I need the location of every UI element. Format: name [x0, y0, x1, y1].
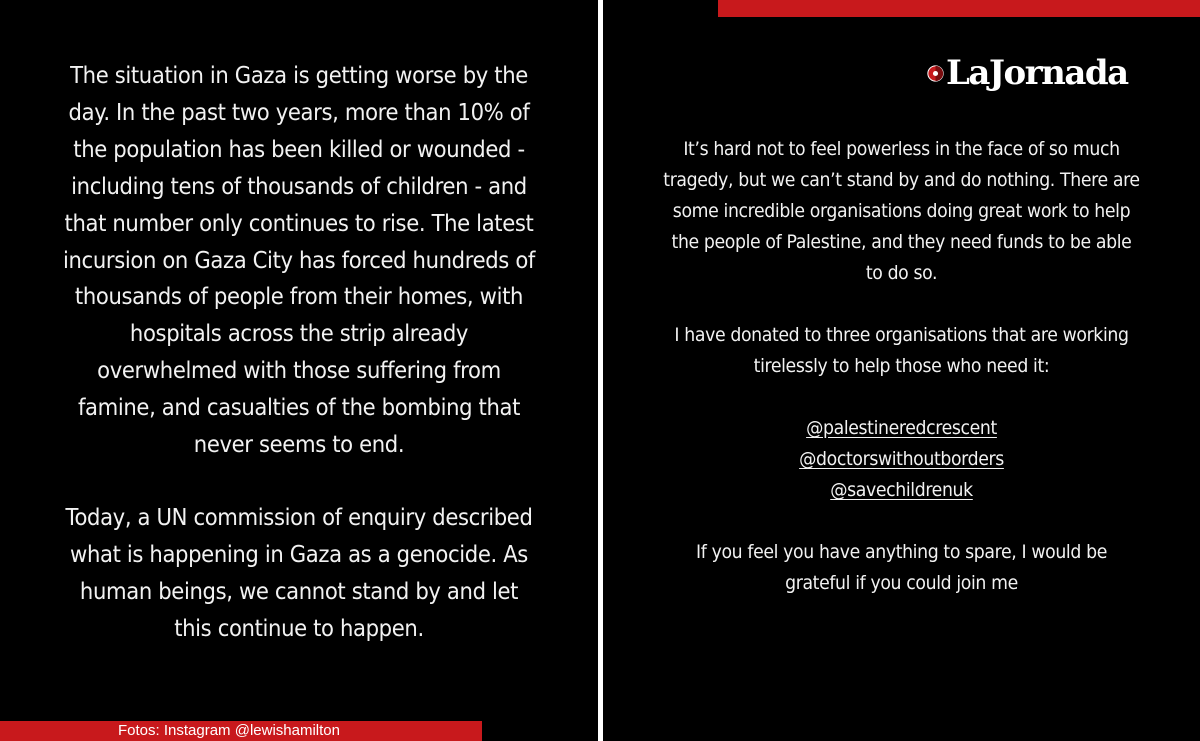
- handle-link-palestine-red-crescent[interactable]: @palestineredcrescent: [806, 418, 997, 439]
- story-paragraph: Today, a UN commission of enquiry described what is happening in Gaza as a genocide. As human beings, we cannot stand by and let this continue to happen.: [65, 504, 533, 642]
- story-text-right: [661, 134, 1142, 599]
- closing-paragraph: If you feel you have anything to spare, I would be grateful if you could join me: [696, 542, 1107, 594]
- organisation-handles: [661, 413, 1142, 506]
- handle-link-doctors-without-borders[interactable]: @doctorswithoutborders: [799, 449, 1004, 470]
- story-screenshot-left: [0, 0, 598, 741]
- photo-credit-text: Fotos: Instagram @lewishamilton: [118, 722, 340, 739]
- la-jornada-sun-mark-icon: [927, 65, 944, 82]
- top-accent-bar: [718, 0, 1200, 17]
- photo-credit-bar: [0, 721, 482, 741]
- story-paragraph: I have donated to three organisations that are working tirelessly to help those who need it:: [674, 325, 1129, 377]
- story-text-left: [61, 58, 538, 648]
- story-screenshot-right: [603, 0, 1200, 741]
- la-jornada-logo: [927, 50, 1157, 96]
- handle-link-save-children-uk[interactable]: @savechildrenuk: [830, 480, 973, 501]
- story-paragraph: The situation in Gaza is getting worse by the day. In the past two years, more than 10% of the population has been killed or wounded - including tens of thousands of children - and that number only continues to rise. The latest incursion on Gaza City has forced hundreds of thousands of people from their homes, with hospitals across the strip already overwhelmed with those suffering from famine, and casualties of the bombing that never seems to end.: [63, 63, 535, 459]
- story-paragraph: It’s hard not to feel powerless in the face of so much tragedy, but we can’t stand by and do nothing. There are some incredible organisations doing great work to help the people of Palestine, and they need funds to be able to do so.: [663, 139, 1140, 284]
- logo-wordmark: LaJornada: [946, 53, 1128, 93]
